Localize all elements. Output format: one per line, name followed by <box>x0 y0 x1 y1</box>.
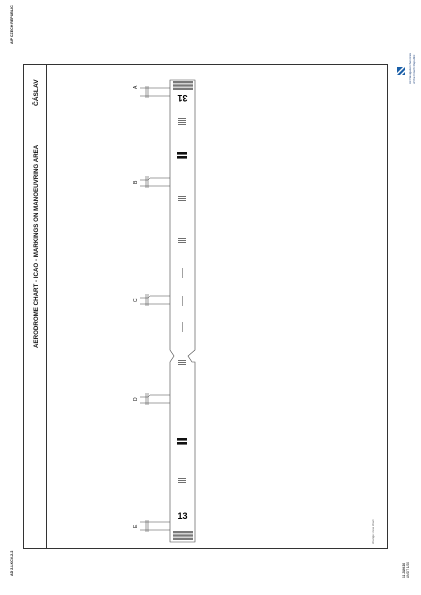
change-note: change: new chart <box>371 519 375 544</box>
taxiway-label-d: D <box>133 397 139 401</box>
footer-date: 11 JUN 20 <box>402 562 406 578</box>
taxiway-label-e: E <box>133 524 139 528</box>
taxiways <box>140 88 170 530</box>
taxiway-label-c: C <box>133 298 139 302</box>
aerodrome-name: ČÁSLAV <box>33 79 40 106</box>
runway <box>170 80 195 542</box>
header-left-text: AD 2-LKCV-2-2 <box>10 550 14 576</box>
publisher-name-line1: Air Navigation Services <box>408 52 412 84</box>
taxiway-label-a: A <box>133 85 139 89</box>
header-right-text: AIP CZECH REPUBLIC <box>10 5 14 44</box>
runway-designator-13: 13 <box>177 511 188 521</box>
chart-title: AERODROME CHART - ICAO - MARKINGS ON MANOEUVRING AREA <box>33 144 40 348</box>
taxiway-holding-positions <box>146 86 148 532</box>
publisher-name-line2: of the Czech Republic <box>412 54 416 84</box>
runway-designator-31: 31 <box>177 93 188 103</box>
footer-amendment: AMDT 1/20 <box>406 561 410 578</box>
taxiway-label-b: B <box>133 180 139 184</box>
